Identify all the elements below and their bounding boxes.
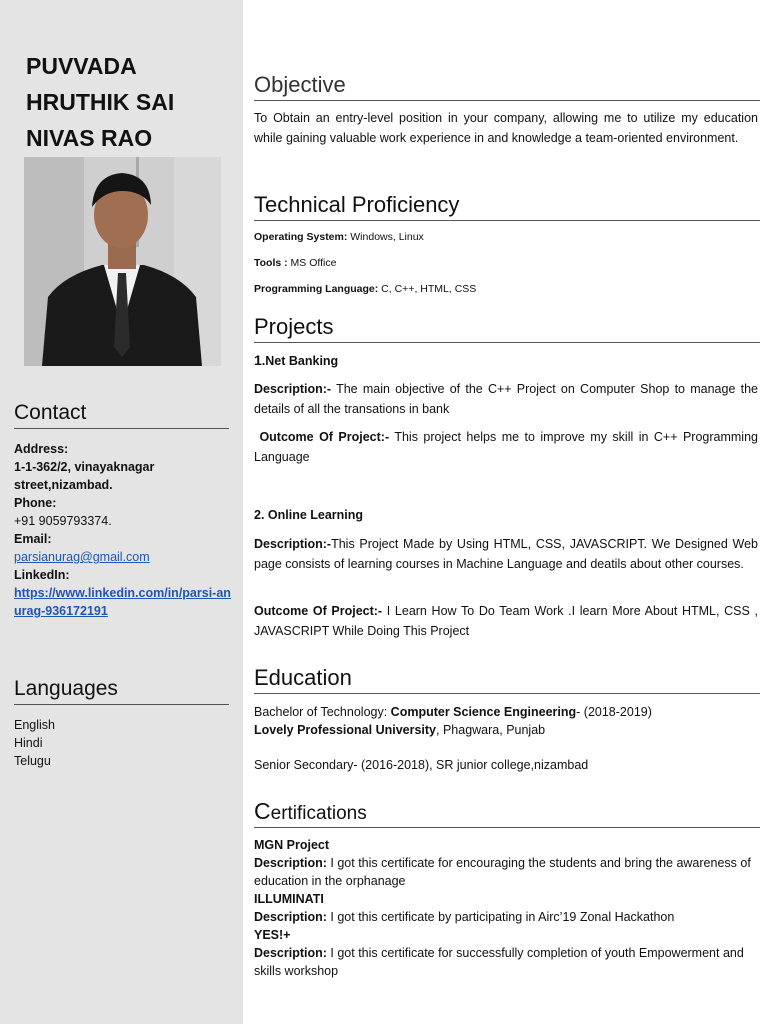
certifications-heading bbox=[254, 798, 760, 828]
contact-block bbox=[14, 440, 236, 620]
project-1-outcome bbox=[254, 428, 758, 467]
tools-label: Tools : bbox=[254, 257, 288, 269]
language-item: Telugu bbox=[14, 754, 51, 768]
project-2-outcome-label: Outcome Of Project:- bbox=[254, 604, 383, 618]
language-item: Hindi bbox=[14, 736, 43, 750]
university-line bbox=[254, 721, 758, 739]
contact-heading: Contact bbox=[14, 401, 229, 429]
phone-label: Phone: bbox=[14, 496, 57, 510]
project-1-number: 1 bbox=[254, 352, 262, 368]
cert-3-desc-label: Description: bbox=[254, 946, 327, 960]
project-2-description bbox=[254, 535, 758, 574]
address-line-2: street,nizambad. bbox=[14, 478, 113, 492]
education-heading: Education bbox=[254, 665, 760, 694]
address-label: Address: bbox=[14, 442, 69, 456]
certifications-list bbox=[254, 836, 758, 980]
certifications-heading-rest: ertifications bbox=[270, 803, 367, 824]
name-line-2: HRUTHIK SAI bbox=[26, 89, 175, 115]
os-value: Windows, Linux bbox=[347, 231, 424, 243]
cert-1-desc-label: Description: bbox=[254, 856, 327, 870]
technical-heading: Technical Proficiency bbox=[254, 192, 760, 221]
projects-heading: Projects bbox=[254, 314, 760, 343]
project-2-name: 2. Online Learning bbox=[254, 508, 364, 522]
project-2-title bbox=[254, 506, 758, 526]
certifications-heading-initial: C bbox=[254, 798, 271, 824]
email-link[interactable]: parsianurag@gmail.com bbox=[14, 550, 150, 564]
languages-list bbox=[14, 716, 236, 770]
phone-value: +91 9059793374. bbox=[14, 514, 112, 528]
degree-prefix: Bachelor of Technology: bbox=[254, 705, 391, 719]
candidate-name bbox=[26, 48, 236, 156]
project-2-desc-text: This Project Made by Using HTML, CSS, JAVASCRIPT. We Designed Web page consists of learning courses in Machine Language and deatils about other courses. bbox=[254, 537, 758, 571]
address-line-1: 1-1-362/2, vinayaknagar bbox=[14, 460, 155, 474]
project-1-desc-text: The main objective of the C++ Project on Computer Shop to manage the details of all the transations in bank bbox=[254, 382, 758, 416]
programming-row bbox=[254, 280, 758, 300]
project-1-outcome-text: This project helps me to improve my skill in C++ Programming Language bbox=[254, 430, 758, 464]
tools-row bbox=[254, 254, 758, 274]
project-2-outcome bbox=[254, 602, 758, 641]
programming-label: Programming Language: bbox=[254, 283, 379, 295]
name-line-3: NIVAS RAO bbox=[26, 125, 153, 151]
project-2-desc-label: Description:- bbox=[254, 537, 332, 551]
name-line-1: PUVVADA bbox=[26, 53, 137, 79]
os-label: Operating System: bbox=[254, 231, 348, 243]
cert-2-title: ILLUMINATI bbox=[254, 892, 324, 906]
project-1-title bbox=[254, 351, 758, 372]
project-1-name: .Net Banking bbox=[261, 354, 339, 368]
university-location: , Phagwara, Punjab bbox=[436, 723, 546, 737]
secondary-line: Senior Secondary- (2016-2018), SR junior college,nizambad bbox=[254, 758, 589, 772]
objective-text: To Obtain an entry-level position in your company, allowing me to utilize my education while gaining valuable work experience in and knowledge a team-oriented environment. bbox=[254, 111, 758, 145]
objective-heading: Objective bbox=[254, 72, 760, 101]
cert-3-desc: I got this certificate for successfully completion of youth Empowerment and skills workshop bbox=[254, 946, 744, 978]
degree-line bbox=[254, 703, 758, 721]
programming-value: C, C++, HTML, CSS bbox=[378, 283, 477, 295]
cert-2-desc-label: Description: bbox=[254, 910, 327, 924]
email-label: Email: bbox=[14, 532, 52, 546]
cert-2-desc: I got this certificate by participating in Airc’19 Zonal Hackathon bbox=[326, 910, 675, 924]
project-2-outcome-text: I Learn How To Do Team Work .I learn More About HTML, CSS , JAVASCRIPT While Doing This Project bbox=[254, 604, 758, 638]
profile-photo bbox=[24, 157, 221, 366]
cert-3-title: YES!+ bbox=[254, 928, 291, 942]
sidebar bbox=[0, 0, 243, 1024]
project-1-description bbox=[254, 380, 758, 419]
project-1-outcome-label: Outcome Of Project:- bbox=[259, 430, 390, 444]
university-name: Lovely Professional University bbox=[254, 723, 437, 737]
tools-value: MS Office bbox=[287, 257, 337, 269]
linkedin-link[interactable]: https://www.linkedin.com/in/parsi-anurag-936172191 bbox=[14, 586, 231, 618]
os-row bbox=[254, 228, 758, 248]
project-1-desc-label: Description:- bbox=[254, 382, 332, 396]
languages-heading: Languages bbox=[14, 677, 229, 705]
linkedin-label: LinkedIn: bbox=[14, 568, 70, 582]
degree-name: Computer Science Engineering bbox=[390, 705, 577, 719]
language-item: English bbox=[14, 718, 55, 732]
cert-1-title: MGN Project bbox=[254, 838, 330, 852]
degree-years: - (2018-2019) bbox=[576, 705, 652, 719]
cert-1-desc: I got this certificate for encouraging the students and bring the awareness of education in the orphanage bbox=[254, 856, 751, 888]
